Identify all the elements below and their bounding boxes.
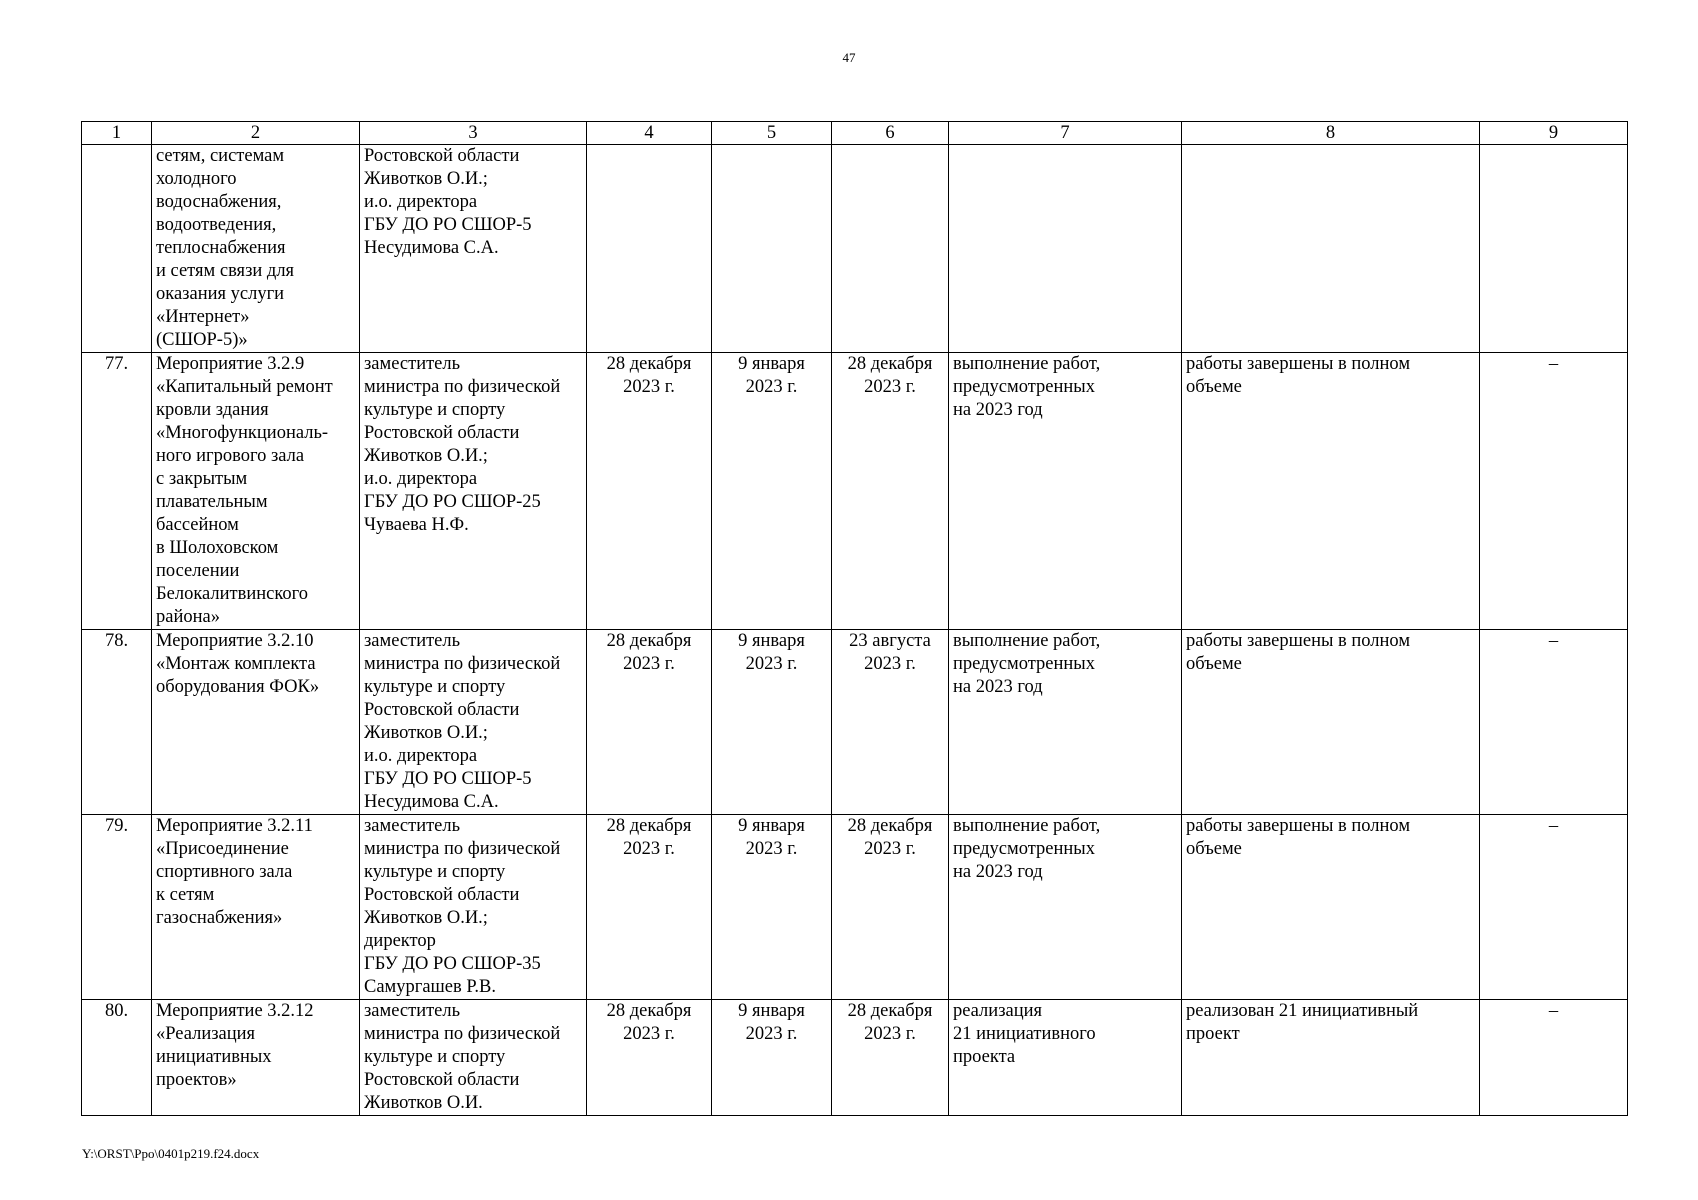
header-col-3: 3 — [360, 122, 587, 145]
cell-line: 9 января — [738, 354, 805, 374]
cell-line: предусмотренных — [953, 839, 1095, 859]
cell-line: заместитель — [364, 816, 461, 836]
cell-line: 28 декабря — [606, 816, 692, 836]
cell-line: предусмотренных — [953, 377, 1095, 397]
cell-line: водоотведения, — [156, 215, 277, 235]
cell-line: кровли здания — [156, 400, 269, 420]
cell-line: поселении — [156, 561, 240, 581]
cell-line: 2023 г. — [623, 377, 675, 397]
cell-line: Ростовской области — [364, 1070, 520, 1090]
cell-line: выполнение работ, — [953, 354, 1101, 374]
cell-line: заместитель — [364, 631, 461, 651]
cell-line: культуре и спорту — [364, 1047, 506, 1067]
cell-line: оборудования ФОК» — [156, 677, 320, 697]
cell-line: 9 января — [738, 816, 805, 836]
planned-result-cell — [949, 145, 1182, 353]
cell-line: предусмотренных — [953, 654, 1095, 674]
cell-line: холодного — [156, 169, 237, 189]
cell-line: Животков О.И.; — [364, 446, 488, 466]
cell-line: 21 инициативного — [953, 1024, 1096, 1044]
header-col-4: 4 — [587, 122, 712, 145]
cell-line: ГБУ ДО РО СШОР-25 — [364, 492, 541, 512]
cell-line: 23 августа — [849, 631, 931, 651]
actual-end-date-cell — [832, 630, 949, 815]
actual-start-date-cell — [712, 815, 832, 1000]
cell-line: ГБУ ДО РО СШОР-5 — [364, 215, 532, 235]
cell-line: 28 декабря — [606, 354, 692, 374]
cell-line: 28 декабря — [606, 631, 692, 651]
cell-line: 2023 г. — [623, 1024, 675, 1044]
cell-line: заместитель — [364, 1001, 461, 1021]
cell-line: спортивного зала — [156, 862, 293, 882]
cell-line: ГБУ ДО РО СШОР-5 — [364, 769, 532, 789]
cell-line: инициативных — [156, 1047, 272, 1067]
cell-line: газоснабжения» — [156, 908, 283, 928]
cell-line: с закрытым — [156, 469, 248, 489]
problems-cell — [1480, 353, 1628, 630]
planned-end-date-cell — [587, 145, 712, 353]
cell-text: – — [1548, 816, 1559, 836]
activity-name-cell — [152, 145, 360, 353]
cell-line: «Капитальный ремонт — [156, 377, 333, 397]
actual-end-date-cell — [832, 1000, 949, 1116]
cell-line: Мероприятие 3.2.11 — [156, 816, 313, 836]
actual-end-date-cell — [832, 815, 949, 1000]
header-col-2: 2 — [152, 122, 360, 145]
row-number-cell — [82, 145, 152, 353]
problems-cell — [1480, 815, 1628, 1000]
cell-line: выполнение работ, — [953, 816, 1101, 836]
cell-line: «Интернет» — [156, 307, 250, 327]
responsible-person-cell — [360, 145, 587, 353]
cell-line: реализация — [953, 1001, 1043, 1021]
planned-end-date-cell — [587, 815, 712, 1000]
cell-line: (СШОР-5)» — [156, 330, 248, 350]
actual-result-cell — [1182, 353, 1480, 630]
planned-result-cell — [949, 815, 1182, 1000]
actual-end-date-cell — [832, 353, 949, 630]
cell-line: «Реализация — [156, 1024, 256, 1044]
cell-text: 80. — [104, 1001, 129, 1021]
cell-line: и.о. директора — [364, 469, 478, 489]
planned-end-date-cell — [587, 630, 712, 815]
cell-line: объеме — [1186, 654, 1242, 674]
cell-line: Мероприятие 3.2.12 — [156, 1001, 314, 1021]
cell-line: Животков О.И.; — [364, 723, 488, 743]
cell-line: министра по физической — [364, 654, 561, 674]
cell-text: – — [1548, 1001, 1559, 1021]
cell-line: 28 декабря — [606, 1001, 692, 1021]
cell-text: 79. — [104, 816, 129, 836]
cell-line: 28 декабря — [847, 354, 933, 374]
cell-line: 2023 г. — [745, 377, 798, 397]
cell-line: 2023 г. — [745, 1024, 798, 1044]
table-row — [82, 1000, 1628, 1116]
planned-end-date-cell — [587, 1000, 712, 1116]
cell-line: 28 декабря — [847, 816, 933, 836]
actual-end-date-cell — [832, 145, 949, 353]
planned-result-cell — [949, 630, 1182, 815]
cell-line: директор — [364, 931, 436, 951]
cell-line: на 2023 год — [953, 677, 1043, 697]
cell-line: проектов» — [156, 1070, 237, 1090]
cell-line: на 2023 год — [953, 862, 1043, 882]
cell-line: заместитель — [364, 354, 461, 374]
cell-line: работы завершены в полном — [1186, 631, 1411, 651]
header-col-1: 1 — [82, 122, 152, 145]
activity-name-cell — [152, 353, 360, 630]
cell-line: и сетям связи для — [156, 261, 295, 281]
cell-line: Животков О.И.; — [364, 908, 488, 928]
cell-line: сетям, системам — [156, 146, 285, 166]
actual-result-cell — [1182, 815, 1480, 1000]
file-path-footer: Y:\ORST\Ppo\0401p219.f24.docx — [82, 1146, 260, 1161]
planned-result-cell — [949, 353, 1182, 630]
row-number-cell — [82, 353, 152, 630]
cell-text: 78. — [104, 631, 129, 651]
cell-line: Ростовской области — [364, 423, 520, 443]
cell-line: Ростовской области — [364, 700, 520, 720]
problems-cell — [1480, 630, 1628, 815]
cell-line: Ростовской области — [364, 885, 520, 905]
cell-line: Животков О.И.; — [364, 169, 488, 189]
cell-line: Ростовской области — [364, 146, 520, 166]
cell-line: теплоснабжения — [156, 238, 286, 258]
actual-start-date-cell — [712, 1000, 832, 1116]
cell-line: 9 января — [738, 1001, 805, 1021]
cell-line: «Присоединение — [156, 839, 289, 859]
table-row — [82, 630, 1628, 815]
actual-start-date-cell — [712, 630, 832, 815]
cell-line: бассейном — [156, 515, 239, 535]
cell-line: Белокалитвинского — [156, 584, 309, 604]
problems-cell — [1480, 145, 1628, 353]
cell-line: оказания услуги — [156, 284, 285, 304]
cell-line: к сетям — [156, 885, 215, 905]
activities-table — [81, 121, 1628, 1116]
cell-line: проект — [1186, 1024, 1240, 1044]
actual-result-cell — [1182, 1000, 1480, 1116]
cell-line: Несудимова С.А. — [364, 238, 499, 258]
cell-line: работы завершены в полном — [1186, 816, 1411, 836]
cell-line: 2023 г. — [864, 1024, 916, 1044]
cell-line: «Монтаж комплекта — [156, 654, 316, 674]
header-row — [82, 122, 1628, 145]
cell-line: 2023 г. — [864, 377, 916, 397]
cell-line: 2023 г. — [623, 654, 675, 674]
table-row — [82, 145, 1628, 353]
responsible-person-cell — [360, 630, 587, 815]
cell-line: в Шолоховском — [156, 538, 279, 558]
cell-line: района» — [156, 607, 220, 627]
cell-line: 9 января — [738, 631, 805, 651]
cell-line: объеме — [1186, 839, 1242, 859]
activity-name-cell — [152, 630, 360, 815]
row-number-cell — [82, 815, 152, 1000]
cell-line: ного игрового зала — [156, 446, 305, 466]
cell-text: 77. — [104, 354, 129, 374]
row-number-cell — [82, 1000, 152, 1116]
page-number: 47 — [842, 50, 856, 65]
cell-line: на 2023 год — [953, 400, 1043, 420]
cell-line: Чуваева Н.Ф. — [364, 515, 469, 535]
header-col-5: 5 — [712, 122, 832, 145]
cell-line: 2023 г. — [864, 654, 916, 674]
cell-line: и.о. директора — [364, 192, 478, 212]
problems-cell — [1480, 1000, 1628, 1116]
cell-line: ГБУ ДО РО СШОР-35 — [364, 954, 541, 974]
cell-line: культуре и спорту — [364, 677, 506, 697]
actual-start-date-cell — [712, 353, 832, 630]
cell-line: Несудимова С.А. — [364, 792, 499, 812]
cell-line: 2023 г. — [745, 654, 798, 674]
cell-line: 2023 г. — [623, 839, 675, 859]
cell-line: министра по физической — [364, 839, 561, 859]
cell-line: Мероприятие 3.2.9 — [156, 354, 305, 374]
cell-line: «Многофункциональ- — [156, 423, 329, 443]
cell-line: работы завершены в полном — [1186, 354, 1411, 374]
row-number-cell — [82, 630, 152, 815]
cell-text: – — [1548, 631, 1559, 651]
cell-line: министра по физической — [364, 1024, 561, 1044]
cell-line: реализован 21 инициативный — [1186, 1001, 1419, 1021]
cell-line: культуре и спорту — [364, 400, 506, 420]
activity-name-cell — [152, 815, 360, 1000]
table-row — [82, 815, 1628, 1000]
cell-line: водоснабжения, — [156, 192, 282, 212]
cell-text: – — [1548, 354, 1559, 374]
planned-end-date-cell — [587, 353, 712, 630]
planned-result-cell — [949, 1000, 1182, 1116]
responsible-person-cell — [360, 353, 587, 630]
cell-line: проекта — [953, 1047, 1016, 1067]
header-col-6: 6 — [832, 122, 949, 145]
cell-line: выполнение работ, — [953, 631, 1101, 651]
responsible-person-cell — [360, 815, 587, 1000]
cell-line: плавательным — [156, 492, 268, 512]
actual-start-date-cell — [712, 145, 832, 353]
header-col-7: 7 — [949, 122, 1182, 145]
cell-line: Самургашев Р.В. — [364, 977, 496, 997]
header-col-8: 8 — [1182, 122, 1480, 145]
cell-line: министра по физической — [364, 377, 561, 397]
responsible-person-cell — [360, 1000, 587, 1116]
activity-name-cell — [152, 1000, 360, 1116]
cell-line: Животков О.И. — [364, 1093, 483, 1113]
cell-line: и.о. директора — [364, 746, 478, 766]
cell-line: культуре и спорту — [364, 862, 506, 882]
cell-line: Мероприятие 3.2.10 — [156, 631, 314, 651]
cell-line: 2023 г. — [745, 839, 798, 859]
cell-line: 28 декабря — [847, 1001, 933, 1021]
actual-result-cell — [1182, 630, 1480, 815]
actual-result-cell — [1182, 145, 1480, 353]
header-col-9: 9 — [1480, 122, 1628, 145]
cell-line: объеме — [1186, 377, 1242, 397]
table-row — [82, 353, 1628, 630]
cell-line: 2023 г. — [864, 839, 916, 859]
